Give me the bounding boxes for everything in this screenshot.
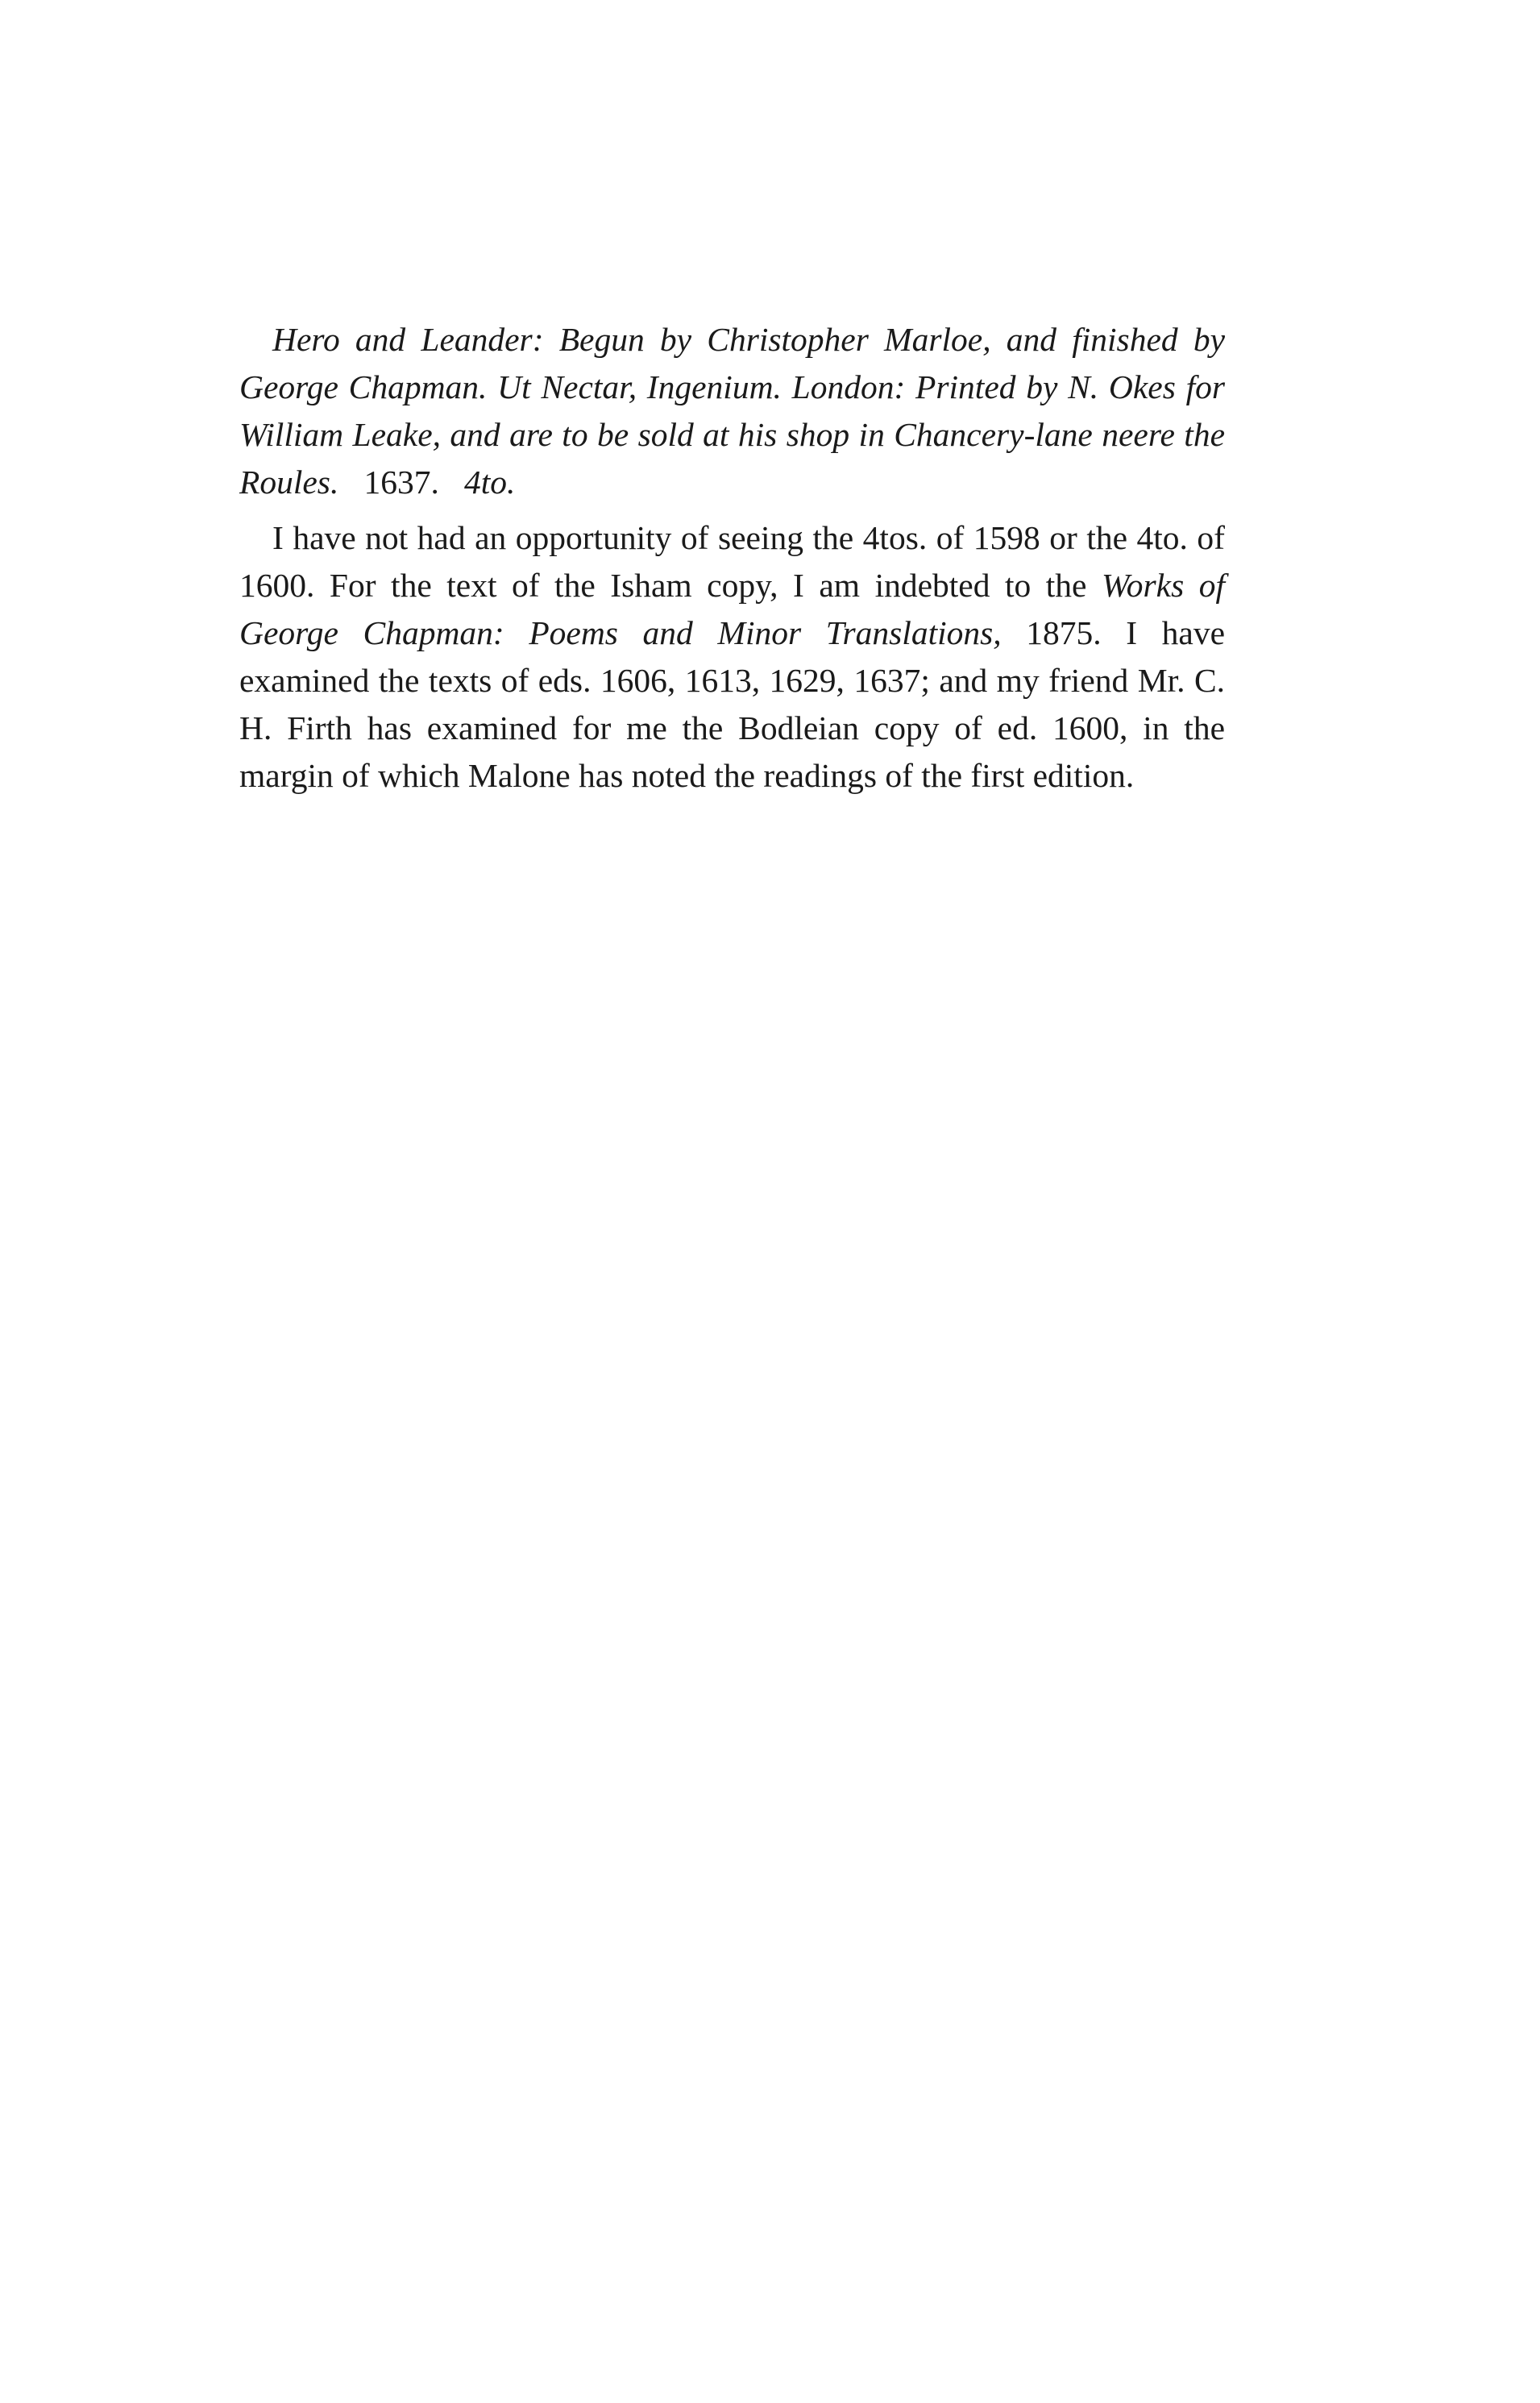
- entry-year: 1637.: [363, 464, 439, 501]
- text-block: [239, 316, 1225, 808]
- entry-title: Hero and Leander: Begun by Christopher Marloe, and finished by George Chapman. Ut Nectar, Ingenium. London: Printed by N. Okes for William Leake, and are to be sold at his shop in Chancery-lane neere the Roules.: [239, 321, 1225, 501]
- entry-format: 4to.: [463, 464, 516, 501]
- note-text-part1: I have not had an opportunity of seeing the 4tos. of 1598 or the 4to. of 1600. For the text of the Isham copy, I am indebted to the: [239, 519, 1225, 604]
- note-text-part2: 1875. I have examined the texts of eds. 1606, 1613, 1629, 1637; and my friend Mr. C. H. Firth has examined for me the Bodleian copy of ed. 1600, in the margin of which Malone has noted the readings of the first edition.: [239, 614, 1225, 794]
- note-work-title: Works of George Chapman: Poems and Minor Translations,: [239, 567, 1226, 651]
- editorial-note: [239, 514, 1225, 800]
- bibliographic-entry: [239, 316, 1225, 506]
